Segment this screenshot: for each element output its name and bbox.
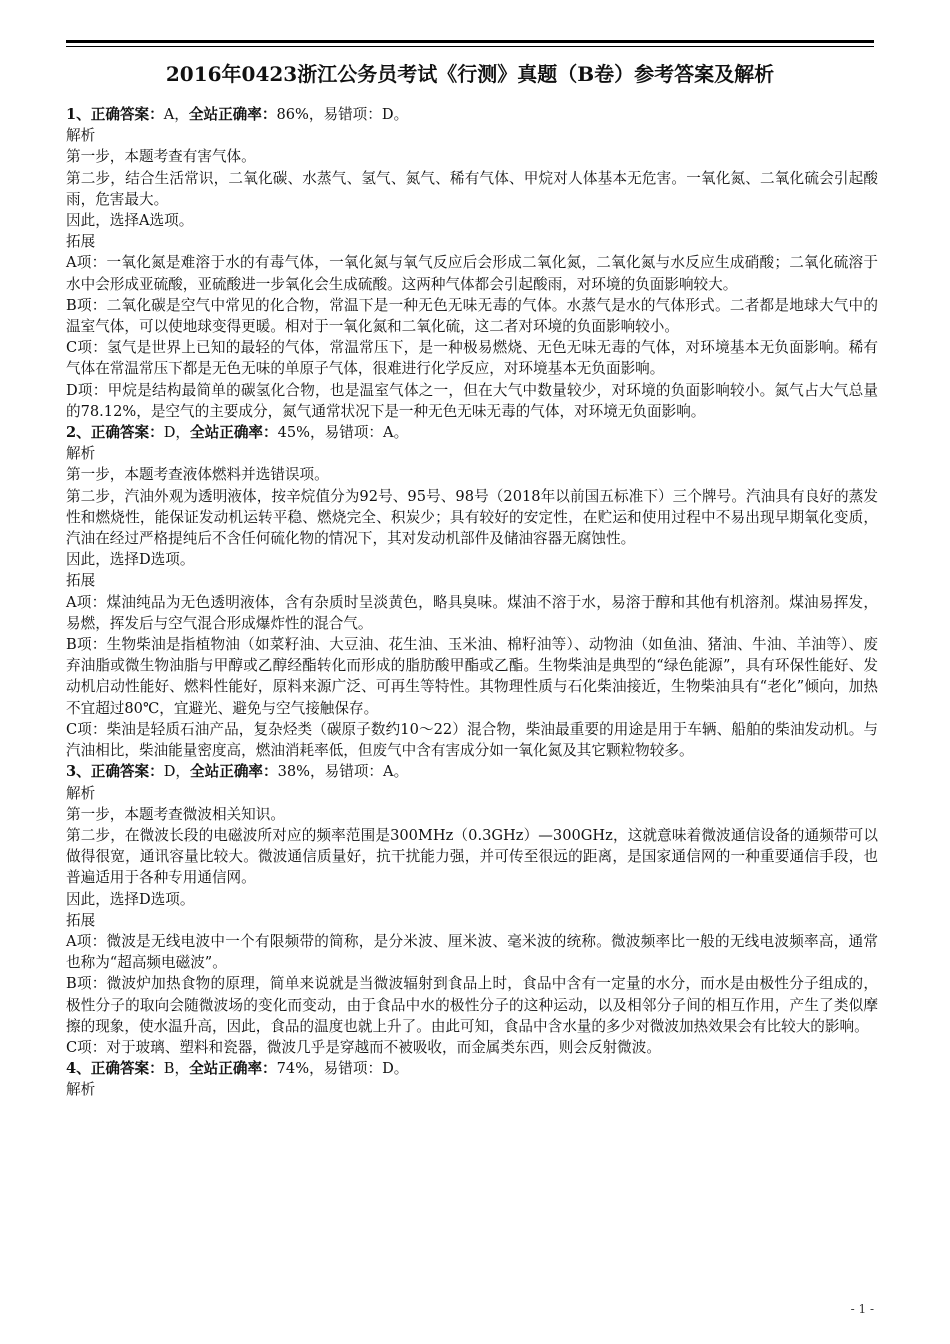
- extension-paragraph: A项：一氧化氮是难溶于水的有毒气体，一氧化氮与氧气反应后会形成二氧化氮，二氧化氮与水反应生成硝酸；二氧化硫溶于水中会形成亚硫酸，亚硫酸进一步氧化会生成硫酸。这两种气体都会引起酸雨，对环境的负面影响较大。: [66, 254, 878, 293]
- wrong-value: A。: [383, 763, 409, 781]
- wrong-label: 易错项：: [323, 106, 382, 123]
- analysis-heading: 解析: [66, 1081, 96, 1099]
- answer-label: 正确答案：: [90, 763, 164, 781]
- rate-label: 全站正确率：: [189, 1060, 277, 1078]
- answer-label: 正确答案：: [90, 106, 164, 123]
- analysis-paragraph: 第一步，本题考查微波相关知识。: [66, 805, 285, 823]
- question-header: [66, 104, 878, 125]
- question-number: 3、: [66, 763, 91, 781]
- wrong-value: D。: [382, 1060, 409, 1078]
- header-rule: [66, 40, 874, 47]
- analysis-paragraph: 因此，选择A选项。: [66, 212, 194, 230]
- rate-label: 全站正确率：: [190, 424, 278, 442]
- extension-paragraph: B项：二氧化碳是空气中常见的化合物，常温下是一种无色无味无毒的气体。水蒸气是水的气体形式。二者都是地球大气中的温室气体，可以使地球变得更暖。相对于一氧化氮和二氧化硫，这二者对环境的负面影响较小。: [66, 296, 878, 336]
- wrong-value: D。: [381, 106, 409, 123]
- analysis-heading: 解析: [66, 445, 96, 463]
- document-body: [66, 104, 878, 1101]
- analysis-paragraph: 因此，选择D选项。: [66, 551, 195, 569]
- analysis-paragraph: 第二步，结合生活常识，二氧化碳、水蒸气、氢气、氮气、稀有气体、甲烷对人体基本无危害。一氧化氮、二氧化硫会引起酸雨，危害最大。: [66, 169, 878, 208]
- answer-value: B，: [163, 1060, 190, 1078]
- analysis-heading: 解析: [66, 784, 96, 802]
- extension-paragraph: A项：微波是无线电波中一个有限频带的简称，是分米波、厘米波、毫米波的统称。微波频率比一般的无线电波频率高，通常也称为“超高频电磁波”。: [66, 932, 878, 972]
- rate-label: 全站正确率：: [190, 763, 278, 781]
- question-number: 1、: [66, 106, 91, 123]
- page-title: 2016年0423浙江公务员考试《行测》真题（B卷）参考答案及解析: [165, 62, 775, 86]
- extension-paragraph: B项：微波炉加热食物的原理，简单来说就是当微波辐射到食品上时，食品中含有一定量的水分，而水是由极性分子组成的，极性分子的取向会随微波场的变化而变动，由于食品中水的极性分子的这种运动，以及相邻分子间的相互作用，产生了类似摩擦的现象，使水温升高，因此，食品的温度也就上升了。由此可知，食品中含水量的多少对微波加热效果会有比较大的影响。: [66, 975, 878, 1035]
- analysis-paragraph: 第一步，本题考查液体燃料并选错误项。: [66, 466, 329, 484]
- wrong-label: 易错项：: [324, 763, 384, 781]
- extension-paragraph: C项：对于玻璃、塑料和瓷器，微波几乎是穿越而不被吸收，而金属类东西，则会反射微波。: [66, 1038, 661, 1056]
- question-header: [66, 761, 878, 782]
- answer-label: 正确答案：: [90, 1060, 164, 1078]
- extension-heading: 拓展: [66, 572, 96, 590]
- extension-paragraph: A项：煤油纯品为无色透明液体，含有杂质时呈淡黄色，略具臭味。煤油不溶于水，易溶于醇和其他有机溶剂。煤油易挥发，易燃，挥发后与空气混合形成爆炸性的混合气。: [66, 593, 878, 632]
- analysis-paragraph: 第二步，汽油外观为透明液体，按辛烷值分为92号、95号、98号（2018年以前国五标准下）三个牌号。汽油具有良好的蒸发性和燃烧性，能保证发动机运转平稳、燃烧完全、积炭少；具有较好的安定性，在贮运和使用过程中不易出现早期氧化变质，汽油在经过严格提纯后不含任何硫化物的情况下，其对发动机部件及储油容器无腐蚀性。: [66, 487, 878, 548]
- question-number: 2、: [66, 424, 91, 442]
- rate-label: 全站正确率：: [188, 106, 277, 123]
- extension-heading: 拓展: [66, 233, 96, 251]
- rate-value: 74%，: [276, 1060, 324, 1078]
- rate-value: 38%，: [277, 763, 325, 781]
- question-number: 4、: [66, 1060, 91, 1078]
- answer-value: A，: [163, 106, 189, 123]
- wrong-label: 易错项：: [323, 1060, 383, 1078]
- answer-label: 正确答案：: [90, 424, 164, 442]
- extension-paragraph: B项：生物柴油是指植物油（如菜籽油、大豆油、花生油、玉米油、棉籽油等）、动物油（如鱼油、猪油、牛油、羊油等）、废弃油脂或微生物油脂与甲醇或乙醇经酯转化而形成的脂肪酸甲酯或乙酯。生物柴油是典型的“绿色能源”，具有环保性能好、发动机启动性能好、燃料性能好，原料来源广泛、可再生等特性。其物理性质与石化柴油接近，生物柴油具有“老化”倾向，加热不宜超过80℃，宜避光、避免与空气接触保存。: [66, 636, 878, 717]
- extension-paragraph: C项：氢气是世界上已知的最轻的气体，常温常压下，是一种极易燃烧、无色无味无毒的气体，对环境基本无负面影响。稀有气体在常温常压下都是无色无味的单原子气体，很难进行化学反应，对环境基本无负面影响。: [66, 339, 878, 378]
- extension-paragraph: C项：柴油是轻质石油产品，复杂烃类（碳原子数约10～22）混合物，柴油最重要的用途是用于车辆、船舶的柴油发动机。与汽油相比，柴油能量密度高，燃油消耗率低，但废气中含有害成分如一氧化氮及其它颗粒物较多。: [66, 720, 878, 760]
- wrong-value: A。: [383, 424, 409, 442]
- page-number: - 1 -: [850, 1302, 874, 1316]
- extension-paragraph: D项：甲烷是结构最简单的碳氢化合物，也是温室气体之一，但在大气中数量较少，对环境的负面影响较小。氮气占大气总量的78.12%，是空气的主要成分，氮气通常状况下是一种无色无味无毒的气体，对环境无负面影响。: [66, 381, 878, 420]
- extension-heading: 拓展: [66, 911, 96, 929]
- answer-value: D，: [163, 424, 191, 442]
- analysis-heading: 解析: [66, 127, 96, 145]
- wrong-label: 易错项：: [324, 424, 384, 442]
- question-header: [66, 422, 878, 443]
- question-header: [66, 1058, 878, 1079]
- rate-value: 86%，: [276, 106, 324, 123]
- analysis-paragraph: 第二步，在微波长段的电磁波所对应的频率范围是300MHz（0.3GHz）—300GHz，这就意味着微波通信设备的通频带可以做得很宽，通讯容量比较大。微波通信质量好，抗干扰能力强，并可传至很远的距离，是国家通信网的一种重要通信手段，也普遍适用于各种专用通信网。: [66, 826, 878, 887]
- answer-value: D，: [163, 763, 191, 781]
- analysis-paragraph: 因此，选择D选项。: [66, 890, 195, 908]
- analysis-paragraph: 第一步，本题考查有害气体。: [66, 148, 256, 166]
- rate-value: 45%，: [277, 424, 325, 442]
